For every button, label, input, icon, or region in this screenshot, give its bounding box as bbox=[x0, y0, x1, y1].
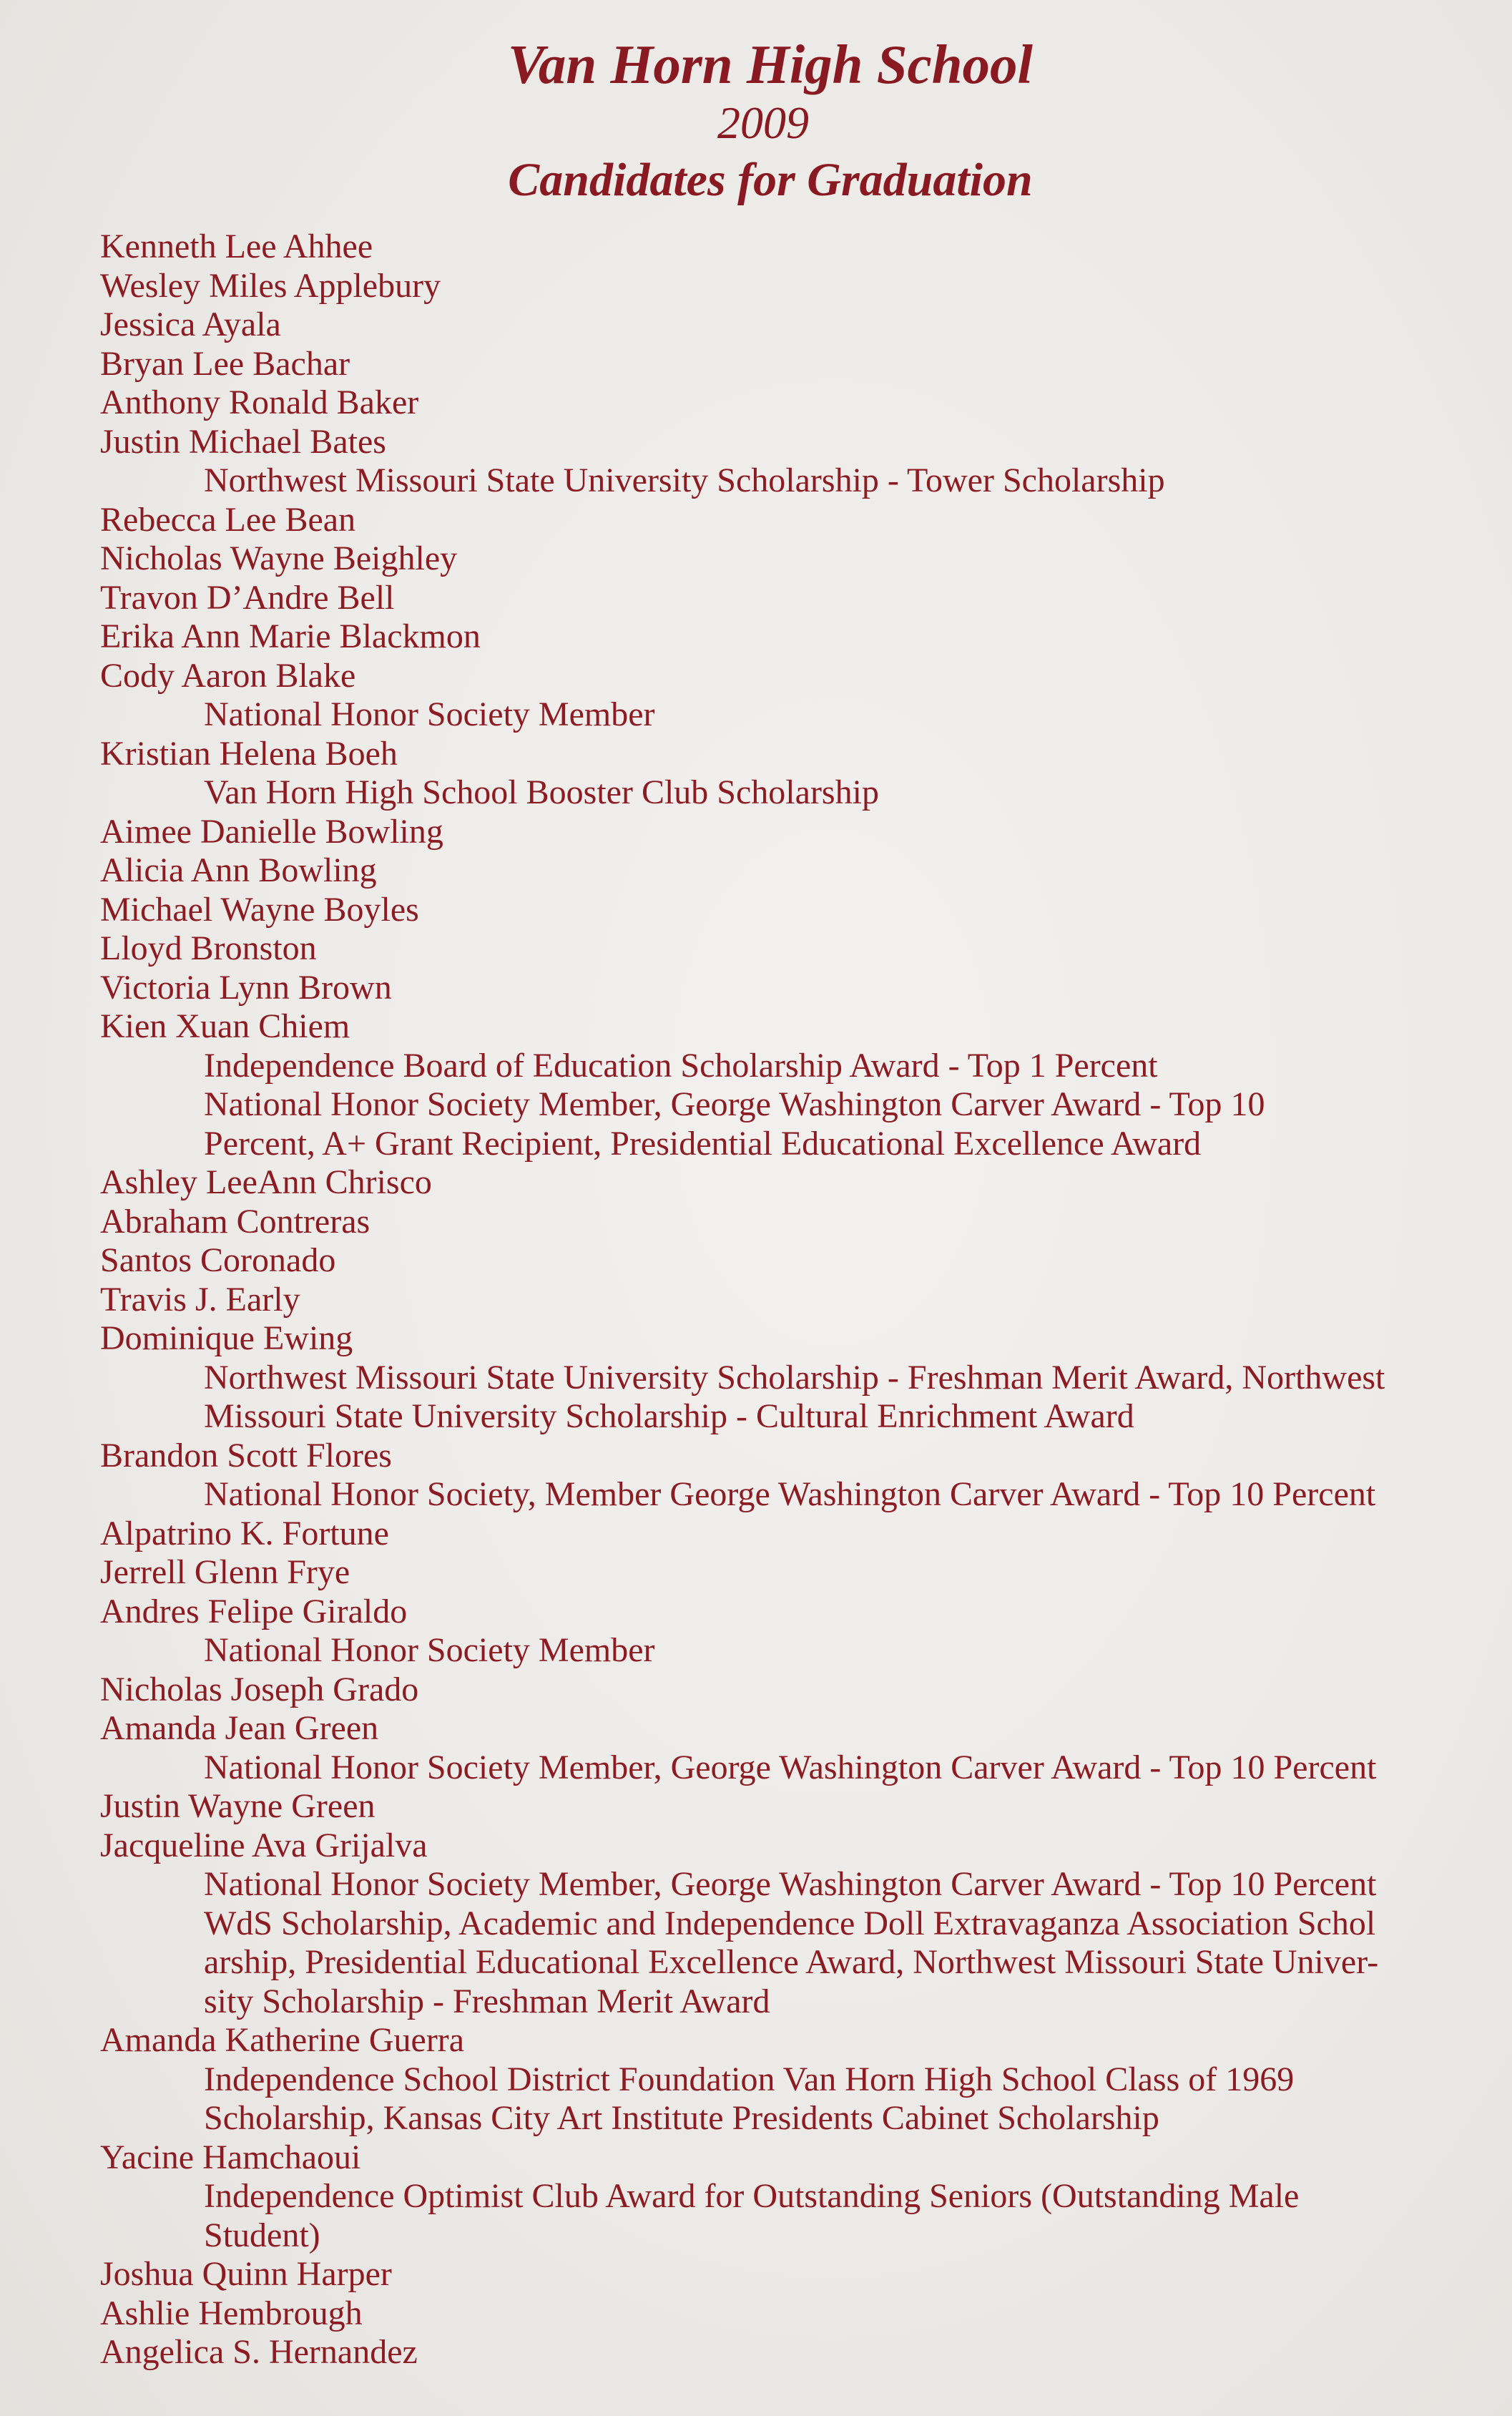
candidate-name: Kenneth Lee Ahhee bbox=[100, 228, 373, 265]
candidate-list bbox=[100, 228, 1459, 2372]
candidate-entry bbox=[100, 813, 1459, 852]
candidate-entry bbox=[100, 501, 1459, 540]
candidate-name: Bryan Lee Bachar bbox=[100, 344, 350, 383]
candidate-entry bbox=[100, 891, 1459, 930]
candidate-name: Aimee Danielle Bowling bbox=[100, 812, 443, 851]
honor-line: Missouri State University Scholarship - Cultural Enrichment Award bbox=[204, 1397, 1134, 1435]
candidate-name: Cody Aaron Blake bbox=[100, 656, 356, 695]
candidate-entry bbox=[100, 1787, 1459, 1826]
candidate-name: Victoria Lynn Brown bbox=[100, 968, 392, 1007]
candidate-name: Dominique Ewing bbox=[100, 1319, 353, 1357]
candidate-honors bbox=[100, 1631, 1448, 1671]
candidate-entry bbox=[100, 851, 1459, 891]
candidate-name: Rebecca Lee Bean bbox=[100, 500, 356, 539]
candidate-name: Anthony Ronald Baker bbox=[100, 383, 419, 421]
candidate-entry bbox=[100, 2138, 1459, 2256]
candidate-entry bbox=[100, 383, 1459, 423]
candidate-name: Wesley Miles Applebury bbox=[100, 266, 441, 305]
candidate-entry bbox=[100, 539, 1459, 579]
candidate-name: Amanda Jean Green bbox=[100, 1709, 379, 1747]
candidate-name: Justin Michael Bates bbox=[100, 422, 386, 461]
honor-line: Independence Optimist Club Award for Outstanding Seniors (Outstanding Male bbox=[204, 2177, 1300, 2215]
candidate-name: Kristian Helena Boeh bbox=[100, 734, 398, 773]
candidate-name: Alicia Ann Bowling bbox=[100, 851, 377, 889]
honor-line: arship, Presidential Educational Excellence Award, Northwest Missouri State Univer- bbox=[204, 1943, 1379, 1981]
candidate-name: Ashley LeeAnn Chrisco bbox=[100, 1163, 432, 1201]
honor-line: Northwest Missouri State University Scholarship - Freshman Merit Award, Northwest bbox=[204, 1358, 1385, 1397]
honor-line: Independence School District Foundation Van Horn High School Class of 1969 bbox=[204, 2060, 1295, 2098]
candidate-name: Jessica Ayala bbox=[100, 305, 281, 343]
candidate-honors bbox=[100, 461, 1448, 501]
candidate-name: Travis J. Early bbox=[100, 1280, 300, 1319]
candidate-honors bbox=[100, 1749, 1448, 1788]
candidate-entry bbox=[100, 1709, 1459, 1787]
candidate-honors bbox=[100, 1359, 1448, 1437]
candidate-entry bbox=[100, 929, 1459, 969]
honor-line: National Honor Society Member, George Washington Carver Award - Top 10 Percent bbox=[204, 1865, 1377, 1903]
candidate-name: Amanda Katherine Guerra bbox=[100, 2021, 465, 2059]
candidate-name: Jacqueline Ava Grijalva bbox=[100, 1826, 428, 1864]
candidate-name: Erika Ann Marie Blackmon bbox=[100, 617, 481, 655]
honor-line: sity Scholarship - Freshman Merit Award bbox=[204, 1982, 770, 2020]
candidate-name: Nicholas Joseph Grado bbox=[100, 1670, 419, 1708]
candidate-entry bbox=[100, 345, 1459, 384]
candidate-honors bbox=[100, 773, 1448, 813]
honor-line: Student) bbox=[204, 2216, 320, 2254]
candidate-entry bbox=[100, 969, 1459, 1008]
candidate-name: Santos Coronado bbox=[100, 1241, 336, 1279]
candidate-entry bbox=[100, 1437, 1459, 1515]
candidate-entry bbox=[100, 579, 1459, 618]
candidate-honors bbox=[100, 1475, 1448, 1515]
candidate-entry bbox=[100, 1593, 1459, 1671]
candidate-entry bbox=[100, 1515, 1459, 1554]
candidate-entry bbox=[100, 1553, 1459, 1593]
candidate-name: Jerrell Glenn Frye bbox=[100, 1553, 350, 1591]
candidate-entry bbox=[100, 1826, 1459, 2022]
honor-line: Northwest Missouri State University Scholarship - Tower Scholarship bbox=[204, 461, 1165, 499]
candidate-entry bbox=[100, 305, 1459, 345]
candidate-honors bbox=[100, 2060, 1448, 2138]
honor-line: Independence Board of Education Scholarship Award - Top 1 Percent bbox=[204, 1046, 1158, 1085]
candidate-entry bbox=[100, 735, 1459, 813]
candidate-name: Ashlie Hembrough bbox=[100, 2294, 363, 2332]
candidate-entry bbox=[100, 1203, 1459, 1242]
graduation-year: 2009 bbox=[717, 97, 809, 148]
candidate-entry bbox=[100, 1281, 1459, 1320]
candidate-honors bbox=[100, 1865, 1448, 2021]
candidate-honors bbox=[100, 1047, 1448, 1164]
candidate-entry bbox=[100, 1241, 1459, 1281]
honor-line: Van Horn High School Booster Club Scholarship bbox=[204, 773, 879, 811]
candidate-name: Michael Wayne Boyles bbox=[100, 890, 419, 929]
candidate-name: Kien Xuan Chiem bbox=[100, 1007, 350, 1045]
honor-line: WdS Scholarship, Academic and Independence Doll Extravaganza Association Schol bbox=[204, 1904, 1376, 1942]
candidate-name: Travon D’Andre Bell bbox=[100, 578, 395, 617]
honor-line: National Honor Society, Member George Washington Carver Award - Top 10 Percent bbox=[204, 1475, 1376, 1513]
honor-line: National Honor Society Member, George Washington Carver Award - Top 10 Percent bbox=[204, 1748, 1377, 1786]
candidate-entry bbox=[100, 2333, 1459, 2372]
candidate-name: Yacine Hamchaoui bbox=[100, 2138, 361, 2176]
page-subtitle: Candidates for Graduation bbox=[508, 154, 1033, 206]
candidate-honors bbox=[100, 695, 1448, 735]
candidate-entry bbox=[100, 1163, 1459, 1203]
candidate-entry bbox=[100, 2255, 1459, 2294]
candidate-entry bbox=[100, 228, 1459, 267]
candidate-honors bbox=[100, 2177, 1448, 2255]
honor-line: National Honor Society Member, George Washington Carver Award - Top 10 bbox=[204, 1085, 1265, 1123]
candidate-name: Abraham Contreras bbox=[100, 1202, 370, 1241]
candidate-entry bbox=[100, 1007, 1459, 1163]
honor-line: National Honor Society Member bbox=[204, 695, 655, 733]
candidate-name: Angelica S. Hernandez bbox=[100, 2333, 418, 2371]
candidate-name: Justin Wayne Green bbox=[100, 1787, 375, 1825]
candidate-entry bbox=[100, 1671, 1459, 1710]
candidate-entry bbox=[100, 2021, 1459, 2138]
candidate-entry bbox=[100, 1319, 1459, 1437]
candidate-name: Brandon Scott Flores bbox=[100, 1436, 392, 1474]
school-title: Van Horn High School bbox=[508, 34, 1033, 95]
candidate-name: Alpatrino K. Fortune bbox=[100, 1514, 389, 1552]
candidate-name: Lloyd Bronston bbox=[100, 929, 317, 967]
candidate-entry bbox=[100, 267, 1459, 306]
candidate-name: Andres Felipe Giraldo bbox=[100, 1592, 408, 1630]
candidate-name: Joshua Quinn Harper bbox=[100, 2255, 392, 2293]
candidate-entry bbox=[100, 657, 1459, 735]
honor-line: Percent, A+ Grant Recipient, Presidential Educational Excellence Award bbox=[204, 1124, 1202, 1163]
candidate-entry bbox=[100, 617, 1459, 657]
honor-line: National Honor Society Member bbox=[204, 1631, 655, 1669]
candidate-entry bbox=[100, 423, 1459, 501]
candidate-name: Nicholas Wayne Beighley bbox=[100, 539, 458, 577]
candidate-entry bbox=[100, 2294, 1459, 2334]
honor-line: Scholarship, Kansas City Art Institute Presidents Cabinet Scholarship bbox=[204, 2099, 1159, 2137]
